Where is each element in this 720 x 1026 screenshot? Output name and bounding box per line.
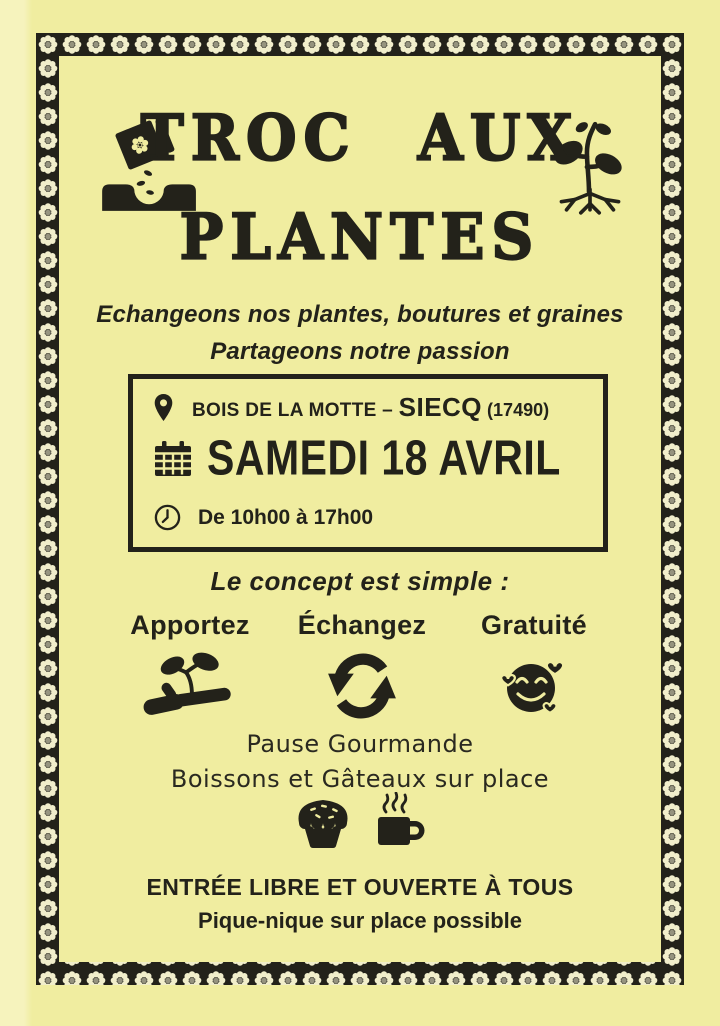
- footer-line2: Pique-nique sur place possible: [198, 908, 522, 933]
- concept-label: Échangez: [297, 610, 427, 640]
- date-row: [153, 430, 589, 486]
- subtitle-line1: Echangeons nos plantes, boutures et graines: [96, 301, 624, 328]
- clock-icon: [153, 503, 182, 532]
- page-title: [0, 88, 720, 287]
- hand-holding-plant-icon: [135, 650, 245, 722]
- concept-label: Apportez: [130, 610, 250, 640]
- location-pin-icon: [153, 393, 174, 422]
- event-time: De 10h00 à 17h00: [198, 505, 374, 529]
- location-name: SIECQ: [398, 392, 483, 422]
- event-info-box: [128, 374, 608, 552]
- concept-item-gratuite: [456, 610, 612, 723]
- calendar-icon: [153, 440, 193, 478]
- snack-line2: Boissons et Gâteaux sur place: [170, 765, 550, 793]
- concept-item-apportez: [112, 610, 268, 723]
- location-text: [192, 392, 549, 423]
- snack-icons: [0, 792, 720, 848]
- footer: [0, 874, 720, 934]
- exchange-arrows-icon: [325, 651, 399, 721]
- subtitle: [0, 296, 720, 370]
- time-row: [153, 503, 589, 532]
- smiling-face-hearts-icon: [500, 653, 568, 719]
- concept-row: [112, 610, 612, 723]
- snack-line1: Pause Gourmande: [246, 730, 474, 758]
- hot-drink-icon: [372, 792, 428, 848]
- location-row: [153, 392, 589, 423]
- location-postal: (17490): [482, 400, 550, 420]
- title-line1: TROC AUX: [140, 100, 580, 175]
- footer-line1: ENTRÉE LIBRE ET OUVERTE À TOUS: [146, 874, 574, 900]
- event-date: SAMEDI 18 AVRIL: [207, 430, 561, 486]
- title-line2: PLANTES: [179, 200, 541, 274]
- location-prefix: BOIS DE LA MOTTE –: [192, 400, 399, 421]
- concept-label: Gratuité: [481, 610, 587, 640]
- concept-item-echangez: [284, 610, 440, 723]
- snack-text: [0, 727, 720, 797]
- subtitle-line2: Partageons notre passion: [210, 338, 510, 365]
- concept-heading: Le concept est simple :: [210, 566, 510, 596]
- muffin-icon: [292, 792, 354, 848]
